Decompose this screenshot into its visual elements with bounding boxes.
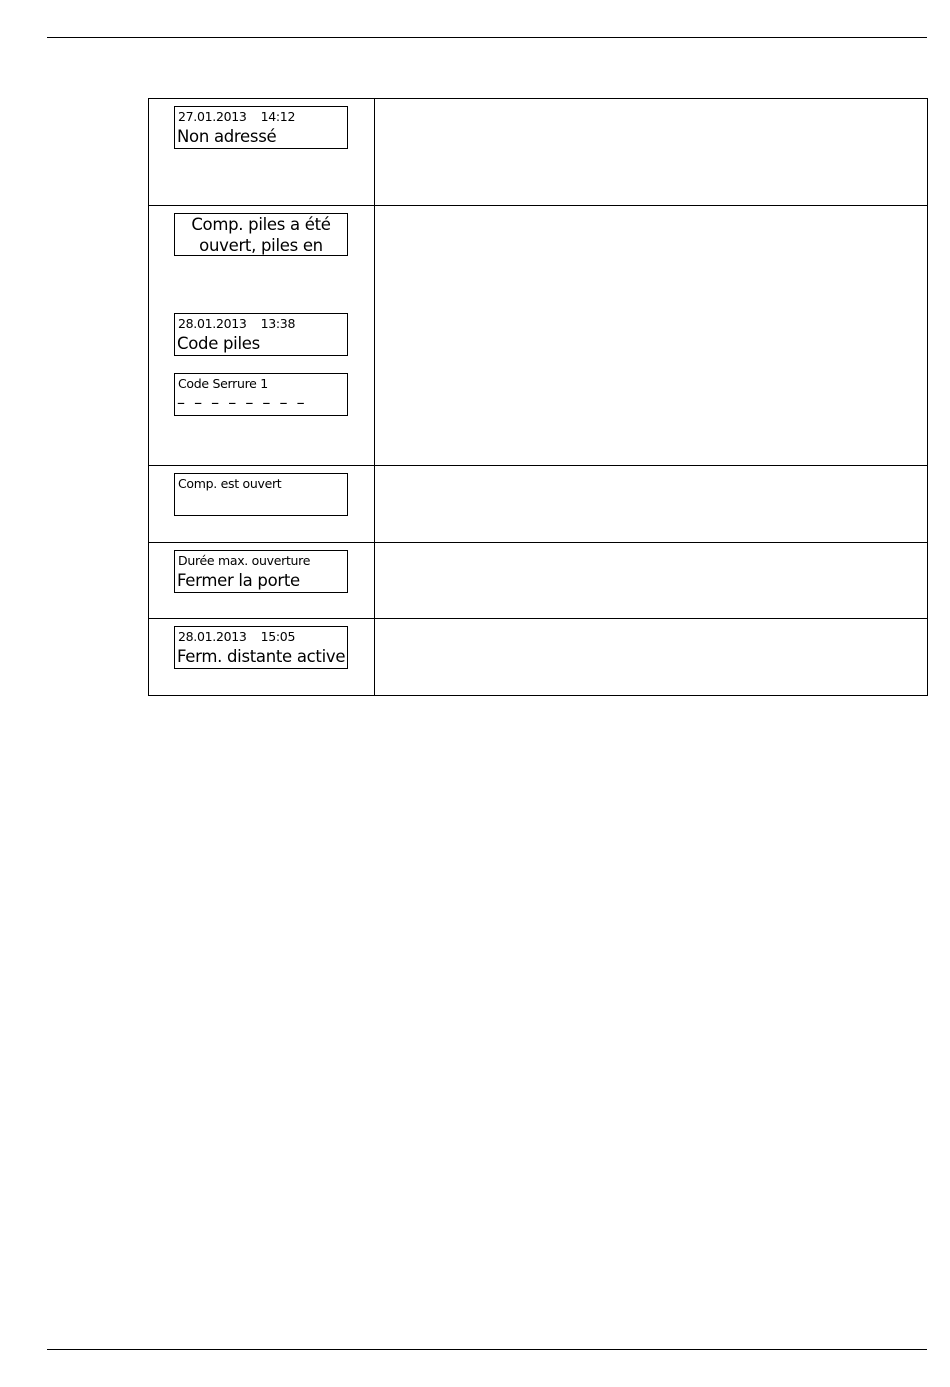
lcd-display-remote-lock-active <box>174 626 348 669</box>
lcd-time: 14:12 <box>260 109 296 124</box>
footer-rule <box>47 1349 927 1350</box>
lcd-line-1 <box>178 110 295 124</box>
description-cell <box>375 206 928 466</box>
table-row <box>149 543 928 619</box>
lcd-display-battery-compartment <box>174 213 348 256</box>
lcd-line-1: Durée max. ouverture <box>178 553 311 568</box>
lcd-display-compartment-open <box>174 473 348 516</box>
lcd-line-2: Non adressé <box>177 127 277 146</box>
lcd-date: 28.01.2013 <box>178 629 247 644</box>
table-row <box>149 466 928 543</box>
description-cell <box>375 99 928 206</box>
lcd-line-2: Code piles <box>177 334 260 353</box>
table-row <box>149 99 928 206</box>
lcd-line-1 <box>178 317 295 331</box>
lcd-line-1 <box>178 630 295 644</box>
lcd-display-max-open-duration <box>174 550 348 593</box>
table-row <box>149 206 928 466</box>
display-messages-table <box>148 98 928 696</box>
lcd-date: 27.01.2013 <box>178 109 247 124</box>
display-cell <box>149 466 375 543</box>
description-cell <box>375 619 928 696</box>
description-cell <box>375 466 928 543</box>
lcd-display-battery-code <box>174 313 348 356</box>
lcd-line-2: Fermer la porte <box>177 571 300 590</box>
lcd-line-2: ouvert, piles en <box>199 236 323 255</box>
display-cell <box>149 206 375 466</box>
display-cell <box>149 99 375 206</box>
lcd-display-lock-code <box>174 373 348 416</box>
lcd-code-entry: – – – – – – – – <box>177 393 307 412</box>
lcd-time: 15:05 <box>260 629 296 644</box>
table-row <box>149 619 928 696</box>
lcd-line-1: Comp. piles a été <box>191 215 331 234</box>
lcd-line-1: Comp. est ouvert <box>178 476 282 491</box>
header-rule <box>47 37 927 38</box>
lcd-display-not-addressed <box>174 106 348 149</box>
display-cell <box>149 543 375 619</box>
lcd-time: 13:38 <box>260 316 296 331</box>
description-cell <box>375 543 928 619</box>
lcd-line-2: Ferm. distante active <box>177 647 346 666</box>
display-cell <box>149 619 375 696</box>
lcd-date: 28.01.2013 <box>178 316 247 331</box>
lcd-line-1: Code Serrure 1 <box>178 376 268 391</box>
